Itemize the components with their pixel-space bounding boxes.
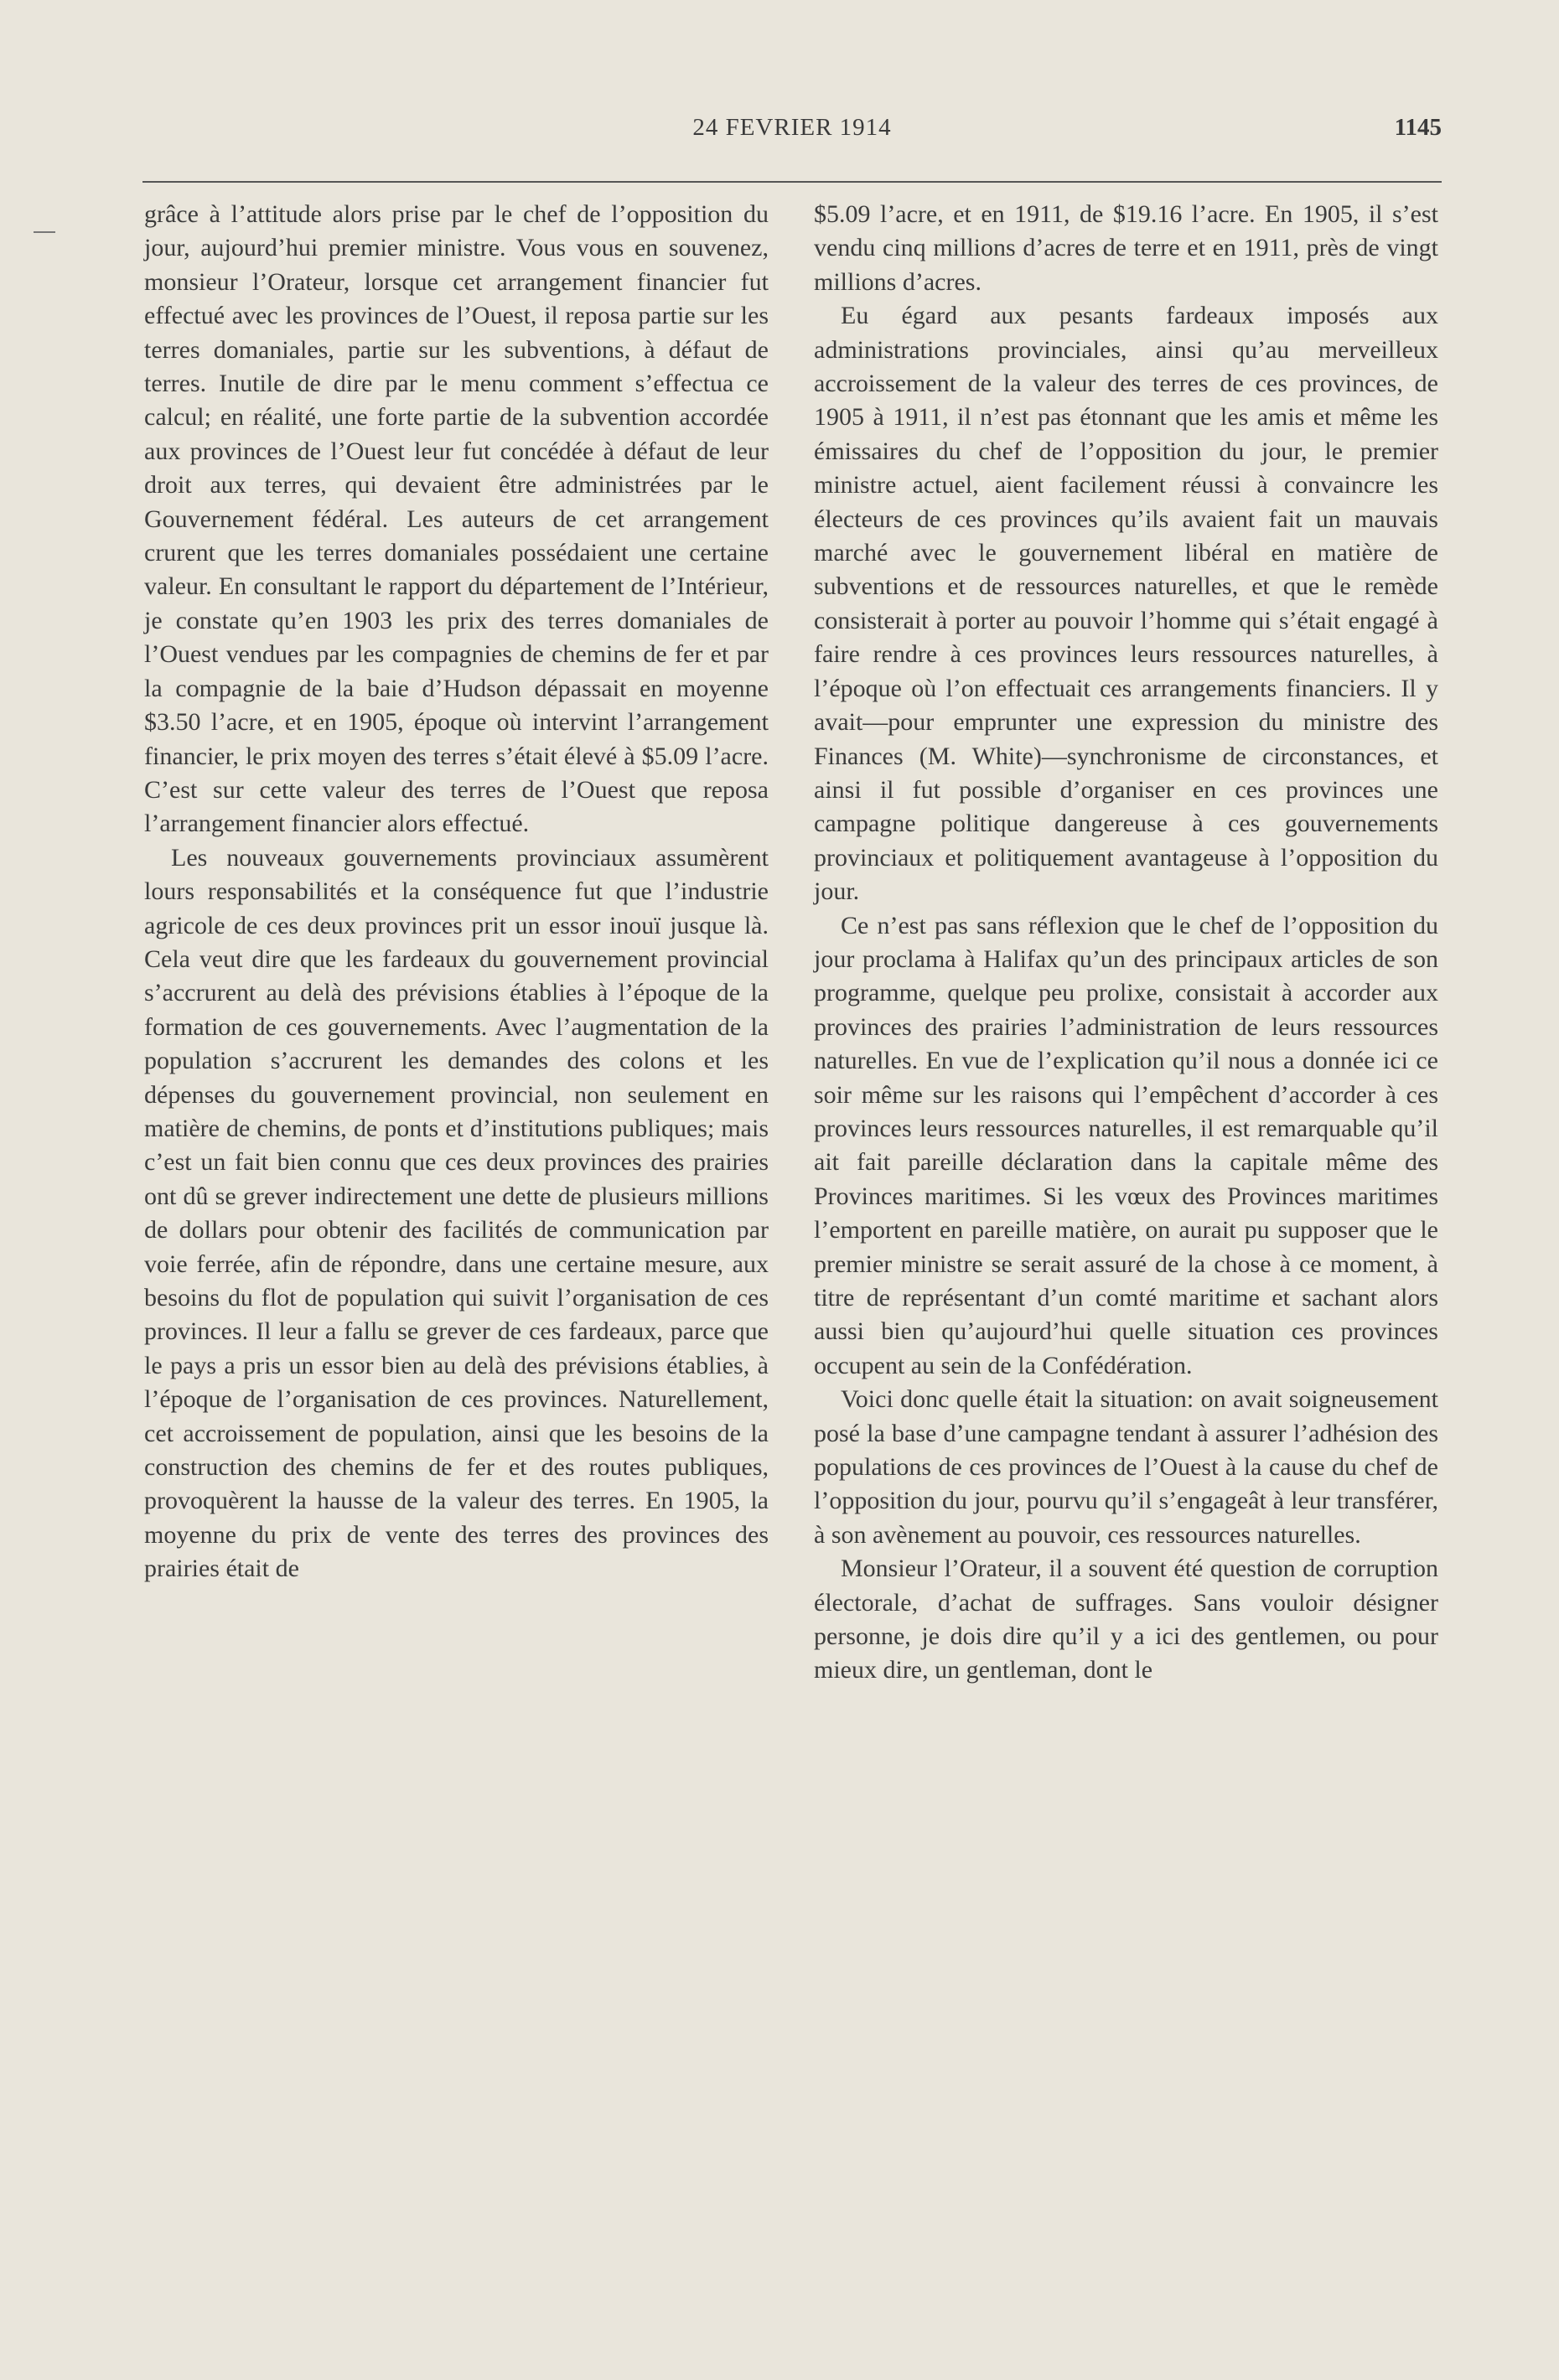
paragraph: Monsieur l’Orateur, il a souvent été question de corruption électorale, d’achat de suffrages. Sans vouloir désigner personne, je dois dire qu’il y a ici des gentlemen, ou pour mieux dire, un gentleman, dont le <box>814 1555 1438 1684</box>
header-rule <box>142 181 1442 183</box>
page-number: 1145 <box>1394 114 1442 141</box>
page-header <box>142 114 1442 147</box>
paragraph: $5.09 l’acre, et en 1911, de $19.16 l’acre. En 1905, il s’est vendu cinq millions d’acres de terre et en 1911, près de vingt millions d’acres. <box>814 200 1438 296</box>
paragraph: Eu égard aux pesants fardeaux imposés aux administrations provinciales, ainsi qu’au merveilleux accroissement de la valeur des terres de ces provinces, de 1905 à 1911, il n’est pas étonnant que les amis et même les émissaires du chef de l’opposition du jour, le premier ministre actuel, aient facilement réussi à convaincre les électeurs de ces provinces qu’ils avaient fait un mauvais marché avec le gouvernement libéral en matière de subventions et de ressources naturelles, et que le remède consisterait à porter au pouvoir l’homme qui s’était engagé à faire rendre à ces provinces leurs ressources naturelles, à l’époque où l’on effectuait ces arrangements financiers. Il y avait—pour emprunter une expression du ministre des Finances (M. White)—synchronisme de circonstances, et ainsi il fut possible d’organiser en ces provinces une campagne politique dangereuse à ces gouvernements provinciaux et politiquement avantageuse à l’opposition du jour. <box>814 302 1438 906</box>
paragraph: Les nouveaux gouvernements provinciaux assumèrent lours responsabilités et la conséquence fut que l’industrie agricole de ces deux provinces prit un essor inouï jusque là. Cela veut dire que les fardeaux du gouvernement provincial s’accrurent au delà des prévisions établies à l’époque de la formation de ces gouvernements. Avec l’augmentation de la population s’accrurent les demandes des colons et les dépenses du gouvernement provincial, non seulement en matière de chemins, de ponts et d’institutions publiques; mais c’est un fait bien connu que ces deux provinces des prairies ont dû se grever indirectement une dette de plusieurs millions de dollars pour obtenir des facilités de communication par voie ferrée, afin de répondre, dans une certaine mesure, aux besoins du flot de population qui suivit l’organisation de ces provinces. Il leur a fallu se grever de ces fardeaux, parce que le pays a pris un essor bien au delà des prévisions établies, à l’époque de l’organisation de ces provinces. Naturellement, cet accroissement de population, ainsi que les besoins de la construction des chemins de fer et des routes publiques, provoquèrent la hausse de la valeur des terres. En 1905, la moyenne du prix de vente des terres des provinces des prairies était de <box>144 843 769 1583</box>
margin-mark <box>34 231 55 233</box>
header-date: 24 FEVRIER 1914 <box>692 114 892 141</box>
left-column <box>144 198 769 1586</box>
paragraph: grâce à l’attitude alors prise par le chef de l’opposition du jour, aujourd’hui premier ministre. Vous vous en souvenez, monsieur l’Orateur, lorsque cet arrangement financier fut effectué avec les provinces de l’Ouest, il reposa partie sur les terres domaniales, partie sur les subventions, à défaut de terres. Inutile de dire par le menu comment s’effectua ce calcul; en réalité, une forte partie de la subvention accordée aux provinces de l’Ouest leur fut concédée à défaut de leur droit aux terres, qui devaient être administrées par le Gouvernement fédéral. Les auteurs de cet arrangement crurent que les terres domaniales possédaient une certaine valeur. En consultant le rapport du département de l’Intérieur, je constate qu’en 1903 les prix des terres domaniales de l’Ouest vendues par les compagnies de chemins de fer et par la compagnie de la baie d’Hudson dépassait en moyenne $3.50 l’acre, et en 1905, époque où intervint l’arrangement financier, le prix moyen des terres s’était élevé à $5.09 l’acre. C’est sur cette valeur des terres de l’Ouest que reposa l’arrangement financier alors effectué. <box>144 200 769 838</box>
paragraph: Ce n’est pas sans réflexion que le chef de l’opposition du jour proclama à Halifax qu’un des principaux articles de son programme, quelque peu prolixe, consistait à accorder aux provinces des prairies l’administration de leurs ressources naturelles. En vue de l’explication qu’il nous a donnée ici ce soir même sur les raisons qui l’empêchent d’accorder à ces provinces leurs ressources naturelles, il est remarquable qu’il ait fait pareille déclaration dans la capitale même des Provinces maritimes. Si les vœux des Provinces maritimes l’emportent en pareille matière, on aurait pu supposer que le premier ministre se serait assuré de la chose à ce moment, à titre de représentant d’un comté maritime et sachant alors aussi bien qu’aujourd’hui quelle situation ces provinces occupent au sein de la Confédération. <box>814 911 1438 1379</box>
right-column <box>814 198 1438 1688</box>
paragraph: Voici donc quelle était la situation: on avait soigneusement posé la base d’une campagne tendant à assurer l’adhésion des populations de ces provinces de l’Ouest à la cause du chef de l’opposition du jour, pourvu qu’il s’engageât à leur transférer, à son avènement au pouvoir, ces ressources naturelles. <box>814 1385 1438 1549</box>
